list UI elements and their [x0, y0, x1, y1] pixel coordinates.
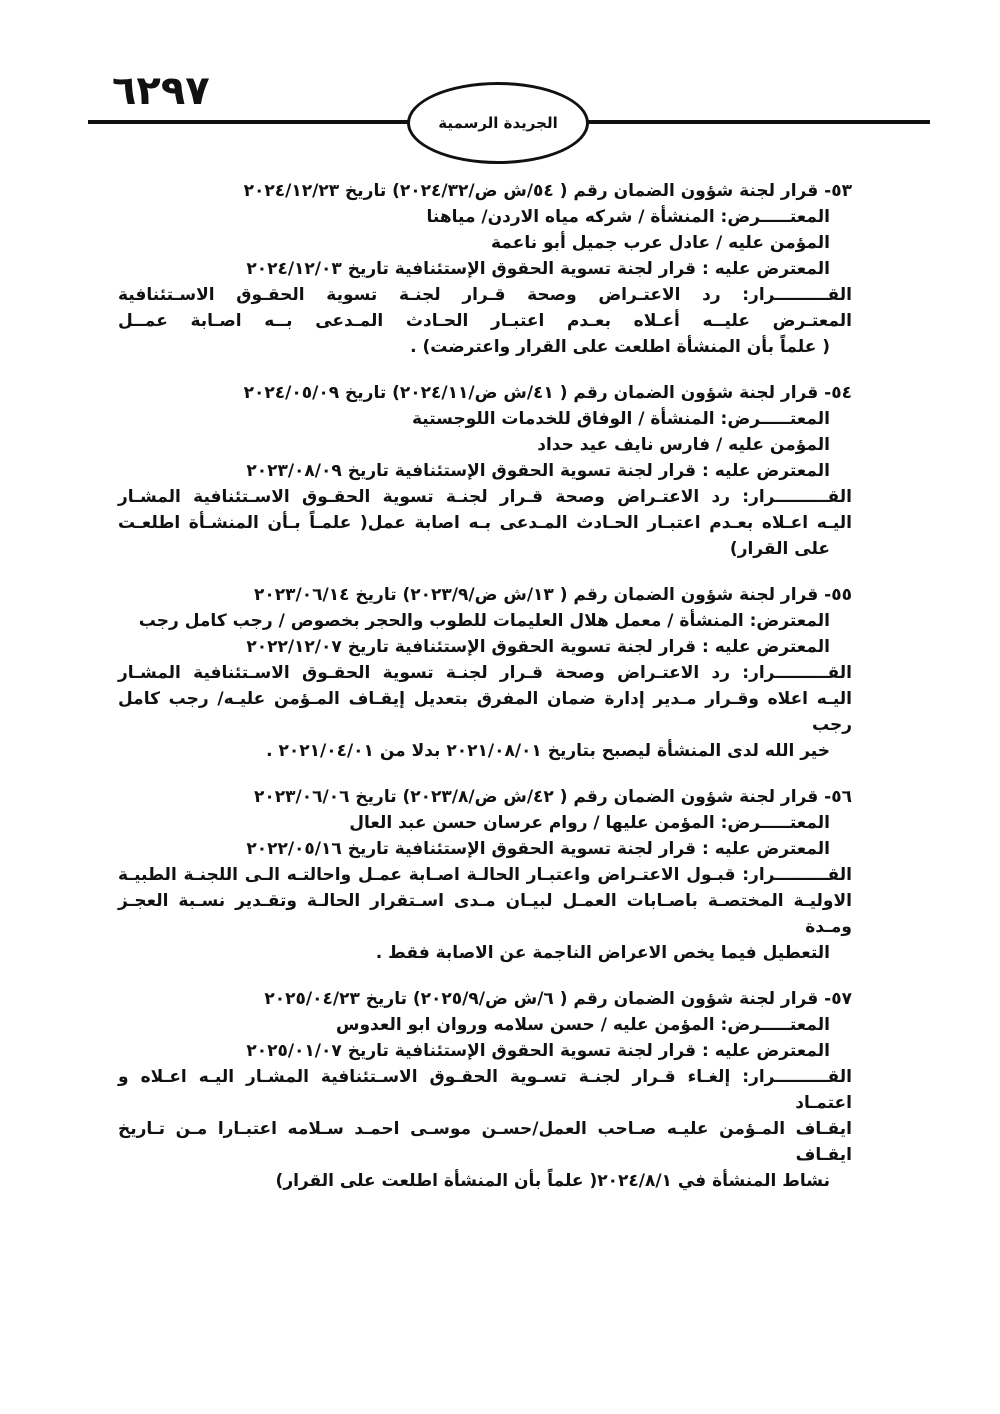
objector-line: المعتـــــرض: المنشأة / الوفاق للخدمات اللوجستية: [411, 409, 830, 429]
decision-heading: ٥٤- قرار لجنة شؤون الضمان رقم ( ٤١/ش ض/٢٠٢٤/١١) تاريخ ٢٠٢٤/٠٥/٠٩: [243, 383, 852, 403]
insured-line: المؤمن عليه / عادل عرب جميل أبو ناعمة: [491, 233, 830, 253]
decision-heading: ٥٥- قرار لجنة شؤون الضمان رقم ( ١٣/ش ض/٢٠٢٣/٩) تاريخ ٢٠٢٣/٠٦/١٤: [254, 585, 852, 605]
decision-text-line: القـــــــــرار: رد الاعتـراض وصحة قـرار لجنـة تسوية الحقـوق الاسـتئنافية: [118, 285, 852, 305]
page-number: ٦٢٩٧: [112, 68, 210, 114]
objector-line: المعتـــــرض: المؤمن عليه / حسن سلامه وروان ابو العدوس: [336, 1015, 830, 1035]
decision-text-line: القـــــــــرار: رد الاعتـراض وصحة قـرار لجنـة تسوية الحقـوق الاسـتئنافية المشـار: [118, 487, 852, 507]
decision-text-line: القـــــــــرار: إلغـاء قـرار لجنـة تسـوية الحقـوق الاسـتئنافية المشـار اليـه اعـلاه و اعتمـاد: [118, 1067, 852, 1113]
decision-entry: [118, 178, 852, 360]
objected-against-line: المعترض عليه : قرار لجنة تسوية الحقوق الإستئنافية تاريخ ٢٠٢٥/٠١/٠٧: [246, 1041, 830, 1061]
decision-text-line: اليـه اعـلاه بعـدم اعتبـار الحـادث المـدعى بـه اصابة عمل( علمـاً بـأن المنشـأة اطلعـت: [118, 513, 852, 533]
decision-text-line: ايقـاف المـؤمن عليـه صـاحب العمل/حسـن موسـى احمـد سـلامه اعتبـارا مـن تـاريخ ايقـاف: [118, 1119, 852, 1165]
objector-line: المعتـــــرض: المؤمن عليها / روام عرسان حسن عبد العال: [349, 813, 830, 833]
decision-heading: ٥٧- قرار لجنة شؤون الضمان رقم ( ٦/ش ض/٢٠٢٥/٩) تاريخ ٢٠٢٥/٠٤/٢٣: [264, 989, 852, 1009]
decision-text-line: المعتـرض عليــه أعـلاه بعـدم اعتبـار الحـادث المـدعى بــه اصـابة عمــل: [118, 311, 852, 331]
decision-text-line: الاوليـة المختصـة باصـابات العمـل لبيـان مـدى اسـتقرار الحالـة وتقـدير نسـبة العجـز ومـدة: [118, 891, 852, 937]
decision-entry: [118, 380, 852, 562]
objector-line: المعتـــــرض: المنشأة / شركه مياه الاردن/ مياهنا: [426, 207, 830, 227]
decisions-list: [118, 178, 852, 1214]
objected-against-line: المعترض عليه : قرار لجنة تسوية الحقوق الإستئنافية تاريخ ٢٠٢٤/١٢/٠٣: [246, 259, 830, 279]
objected-against-line: المعترض عليه : قرار لجنة تسوية الحقوق الإستئنافية تاريخ ٢٠٢٢/٠٥/١٦: [246, 839, 830, 859]
decision-text-line: القـــــــــرار: قبـول الاعتـراض واعتبـار الحالـة اصـابة عمـل واحالتـه الـى اللجنـة الطبيـة: [118, 865, 852, 885]
objector-line: المعترض: المنشأة / معمل هلال العليمات للطوب والحجر بخصوص / رجب كامل رجب: [138, 611, 830, 631]
insured-line: المؤمن عليه / فارس نايف عيد حداد: [537, 435, 830, 455]
decision-text-line: خير الله لدى المنشأة ليصبح بتاريخ ٢٠٢١/٠٨/٠١ بدلا من ٢٠٢١/٠٤/٠١ .: [266, 741, 830, 761]
decision-text-line: القـــــــــرار: رد الاعتـراض وصحة قـرار لجنـة تسوية الحقـوق الاسـتئنافية المشـار: [118, 663, 852, 683]
decision-entry: [118, 582, 852, 764]
decision-text-line: اليـه اعلاه وقـرار مـدير إدارة ضمان المفرق بتعديل إيقـاف المـؤمن عليـه/ رجب كامل رجب: [118, 689, 852, 735]
decision-text-line: على القرار): [729, 539, 830, 559]
objected-against-line: المعترض عليه : قرار لجنة تسوية الحقوق الإستئنافية تاريخ ٢٠٢٣/٠٨/٠٩: [246, 461, 830, 481]
decision-heading: ٥٦- قرار لجنة شؤون الضمان رقم ( ٤٢/ش ض/٢٠٢٣/٨) تاريخ ٢٠٢٣/٠٦/٠٦: [254, 787, 852, 807]
decision-text-line: نشاط المنشأة في ٢٠٢٤/٨/١( علماً بأن المنشأة اطلعت على القرار): [275, 1171, 830, 1191]
decision-text-line: ( علماً بأن المنشأة اطلعت على القرار واعترضت) .: [410, 337, 830, 357]
decision-heading: ٥٣- قرار لجنة شؤون الضمان رقم ( ٥٤/ش ض/٢٠٢٤/٣٢) تاريخ ٢٠٢٤/١٢/٢٣: [243, 181, 852, 201]
objected-against-line: المعترض عليه : قرار لجنة تسوية الحقوق الإستئنافية تاريخ ٢٠٢٢/١٢/٠٧: [246, 637, 830, 657]
gazette-title-oval: [407, 82, 589, 164]
decision-entry: [118, 986, 852, 1194]
decision-entry: [118, 784, 852, 966]
decision-text-line: التعطيل فيما يخص الاعراض الناجمة عن الاصابة فقط .: [375, 943, 830, 963]
gazette-title: الجريدة الرسمية: [438, 114, 558, 132]
